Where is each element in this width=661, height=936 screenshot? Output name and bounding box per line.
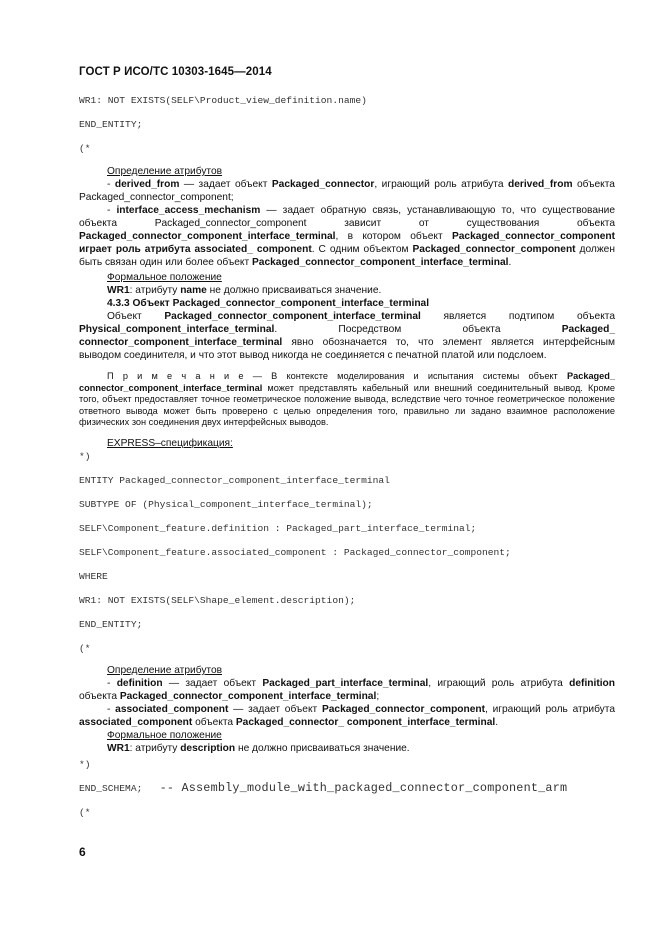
section-heading-4-3-3: 4.3.3 Объект Packaged_connector_component_interface_terminal — [107, 298, 430, 309]
attr-derived-from: - derived_from — задает объект Packaged_connector, играющий роль атрибута derived_from объекта Packaged_connector_component; — [79, 179, 615, 203]
document-header: ГОСТ Р ИСО/ТС 10303-1645—2014 — [79, 66, 272, 78]
schema-comment: -- Assembly_module_with_packaged_connector_component_arm — [159, 781, 568, 795]
code-line: SELF\Component_feature.associated_component : Packaged_connector_component; — [79, 547, 511, 558]
note-paragraph: П р и м е ч а н и е — В контексте моделирования и испытания системы объект Packaged_ connector_component_interface_terminal может представлять кабельный или внешний соединительный вывод. Кроме того, объект предоставляет точное геометрическое положение вывода, вследствие чего точное геометрическое положение ответного вывода может быть проверено с целью определения того, правильно ли задано взаимное расположение физических зон соединения двух интерфейсных выводов. — [79, 371, 615, 428]
entity-description: Объект Packaged_connector_component_interface_terminal является подтипом объекта Physical_component_interface_terminal. Посредством объекта Packaged_ connector_component_interface_terminal явно обозначается то, что элемент является интерфейсным выводом соединителя, и что этот вывод никогда не соединяется с печатной платой или подслоем. — [79, 311, 615, 361]
code-line: WR1: NOT EXISTS(SELF\Product_view_definition.name) — [79, 95, 367, 106]
code-line: SELF\Component_feature.definition : Packaged_part_interface_terminal; — [79, 523, 477, 534]
rule-wr1: WR1: атрибуту name не должно присваиваться значение. — [107, 285, 382, 296]
attr-definition: - definition — задает объект Packaged_part_interface_terminal, играющий роль атрибута definition объекта Packaged_connector_component_interface_terminal; — [79, 678, 615, 702]
code-line: WHERE — [79, 571, 108, 582]
code-line: WR1: NOT EXISTS(SELF\Shape_element.description); — [79, 595, 356, 606]
code-line: (* — [79, 807, 91, 818]
formal-heading: Формальное положение — [107, 272, 222, 283]
code-line: *) — [79, 759, 91, 770]
attr-interface-access-mechanism: - interface_access_mechanism — задает обратную связь, устанавливающую то, что существование объекта Packaged_connector_component зависит от существования объекта Packaged_connector_component_interface_terminal, в котором объект Packaged_connector_component играет роль атрибута associated_ component. С одним объектом Packaged_connector_component должен быть связан один или более объект Packaged_connector_component_interface_terminal. — [79, 205, 615, 268]
code-line: (* — [79, 643, 91, 654]
code-line: END_ENTITY; — [79, 119, 143, 130]
code-line: ENTITY Packaged_connector_component_interface_terminal — [79, 475, 390, 486]
formal-heading-2: Формальное положение — [107, 730, 222, 741]
code-line: (* — [79, 143, 91, 154]
page-number: 6 — [79, 845, 86, 859]
end-schema-keyword: END_SCHEMA; — [79, 783, 143, 794]
express-heading: EXPRESS–спецификация: — [107, 438, 233, 449]
code-line: *) — [79, 451, 91, 462]
attributes-heading: Определение атрибутов — [107, 166, 223, 177]
end-schema-line — [79, 781, 567, 795]
rule-wr1-2: WR1: атрибуту description не должно присваиваться значение. — [107, 743, 410, 754]
attributes-heading-2: Определение атрибутов — [107, 665, 223, 676]
code-line: SUBTYPE OF (Physical_component_interface_terminal); — [79, 499, 373, 510]
code-line: END_ENTITY; — [79, 619, 143, 630]
attr-associated-component: - associated_component — задает объект Packaged_connector_component, играющий роль атрибута associated_component объекта Packaged_connector_ component_interface_terminal. — [79, 704, 615, 728]
